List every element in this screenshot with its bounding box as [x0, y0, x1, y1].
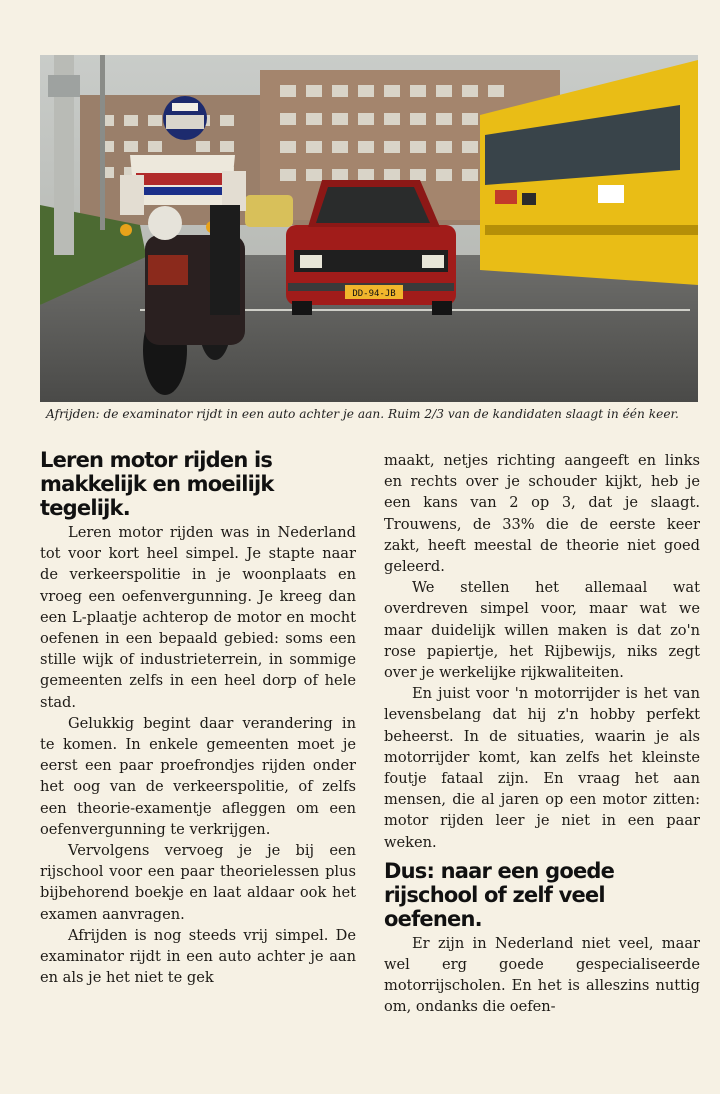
paragraph: We stellen het allemaal wat overdreven simpel voor, maar wat we maar duidelijk willen maken is dat zo'n rose papiertje, het Rijbewijs, niks zegt over je werkelijke rijkwaliteiten. [384, 579, 700, 682]
paragraph: Vervolgens vervoeg je je bij een rijschool voor een paar theorielessen plus bijbehorend boekje en laat aldaar ook het examen aanvragen. [40, 842, 356, 923]
paragraph: Gelukkig begint daar verandering in te komen. In enkele gemeenten moet je eerst een paar proefrondjes rijden onder het oog van de verkeerspolitie, of zelfs een theorie-examentje afleggen om een oefenvergunning te verkrijgen. [40, 714, 356, 838]
motorcycle-exam-illustration [40, 55, 698, 402]
left-column [40, 448, 356, 988]
paragraph: En juist voor 'n motorrijder is het van levensbelang dat hij z'n hobby perfekt beheerst. In de situaties, waarin je als motorrijder komt, kan zelfs het kleinste foutje fataal zijn. En vraag het aan mensen, die al jaren op een motor zitten: motor rijden leer je niet in een paar weken. [384, 685, 700, 851]
headlight [148, 206, 182, 240]
right-column [384, 450, 700, 1018]
heading-naar-een-goede-rijschool: Dus: naar een goede rijschool of zelf veel oefenen. [384, 858, 615, 931]
license-plate-text: DD-94-JB [352, 289, 396, 299]
paragraph: Er zijn in Nederland niet veel, maar wel erg goede gespecialiseerde motorrijscholen. En het is alleszins nuttig om, ondanks die oefen- [384, 934, 700, 1016]
street-photo [40, 55, 698, 402]
photo-caption: Afrijden: de examinator rijdt in een auto achter je aan. Ruim 2/3 van de kandidaten slaagt in één keer. [46, 407, 679, 421]
paragraph: Afrijden is nog steeds vrij simpel. De examinator rijdt in een auto achter je aan en als je het niet te gek [40, 926, 356, 987]
paragraph: Leren motor rijden was in Nederland tot voor kort heel simpel. Je stapte naar de verkeerspolitie in je woonplaats en vroeg een oefenvergunning. Je kreeg dan een L-plaatje achterop de motor en mocht oefenen in een bepaald gebied: soms een stille wijk of industrieterrein, in sommige gemeenten zelfs in een heel dorp of hele stad. [40, 524, 356, 711]
heading-leren-motor-rijden: Leren motor rijden is makkelijk en moeilijk tegelijk. [40, 448, 274, 520]
paragraph-continuation: maakt, netjes richting aangeeft en links en rechts over je schouder kijkt, heb je een kans van 2 op 3, dat je slaagt. Trouwens, de 33% die de eerste keer zakt, heeft meestal de theorie niet goed geleerd. [384, 452, 700, 576]
